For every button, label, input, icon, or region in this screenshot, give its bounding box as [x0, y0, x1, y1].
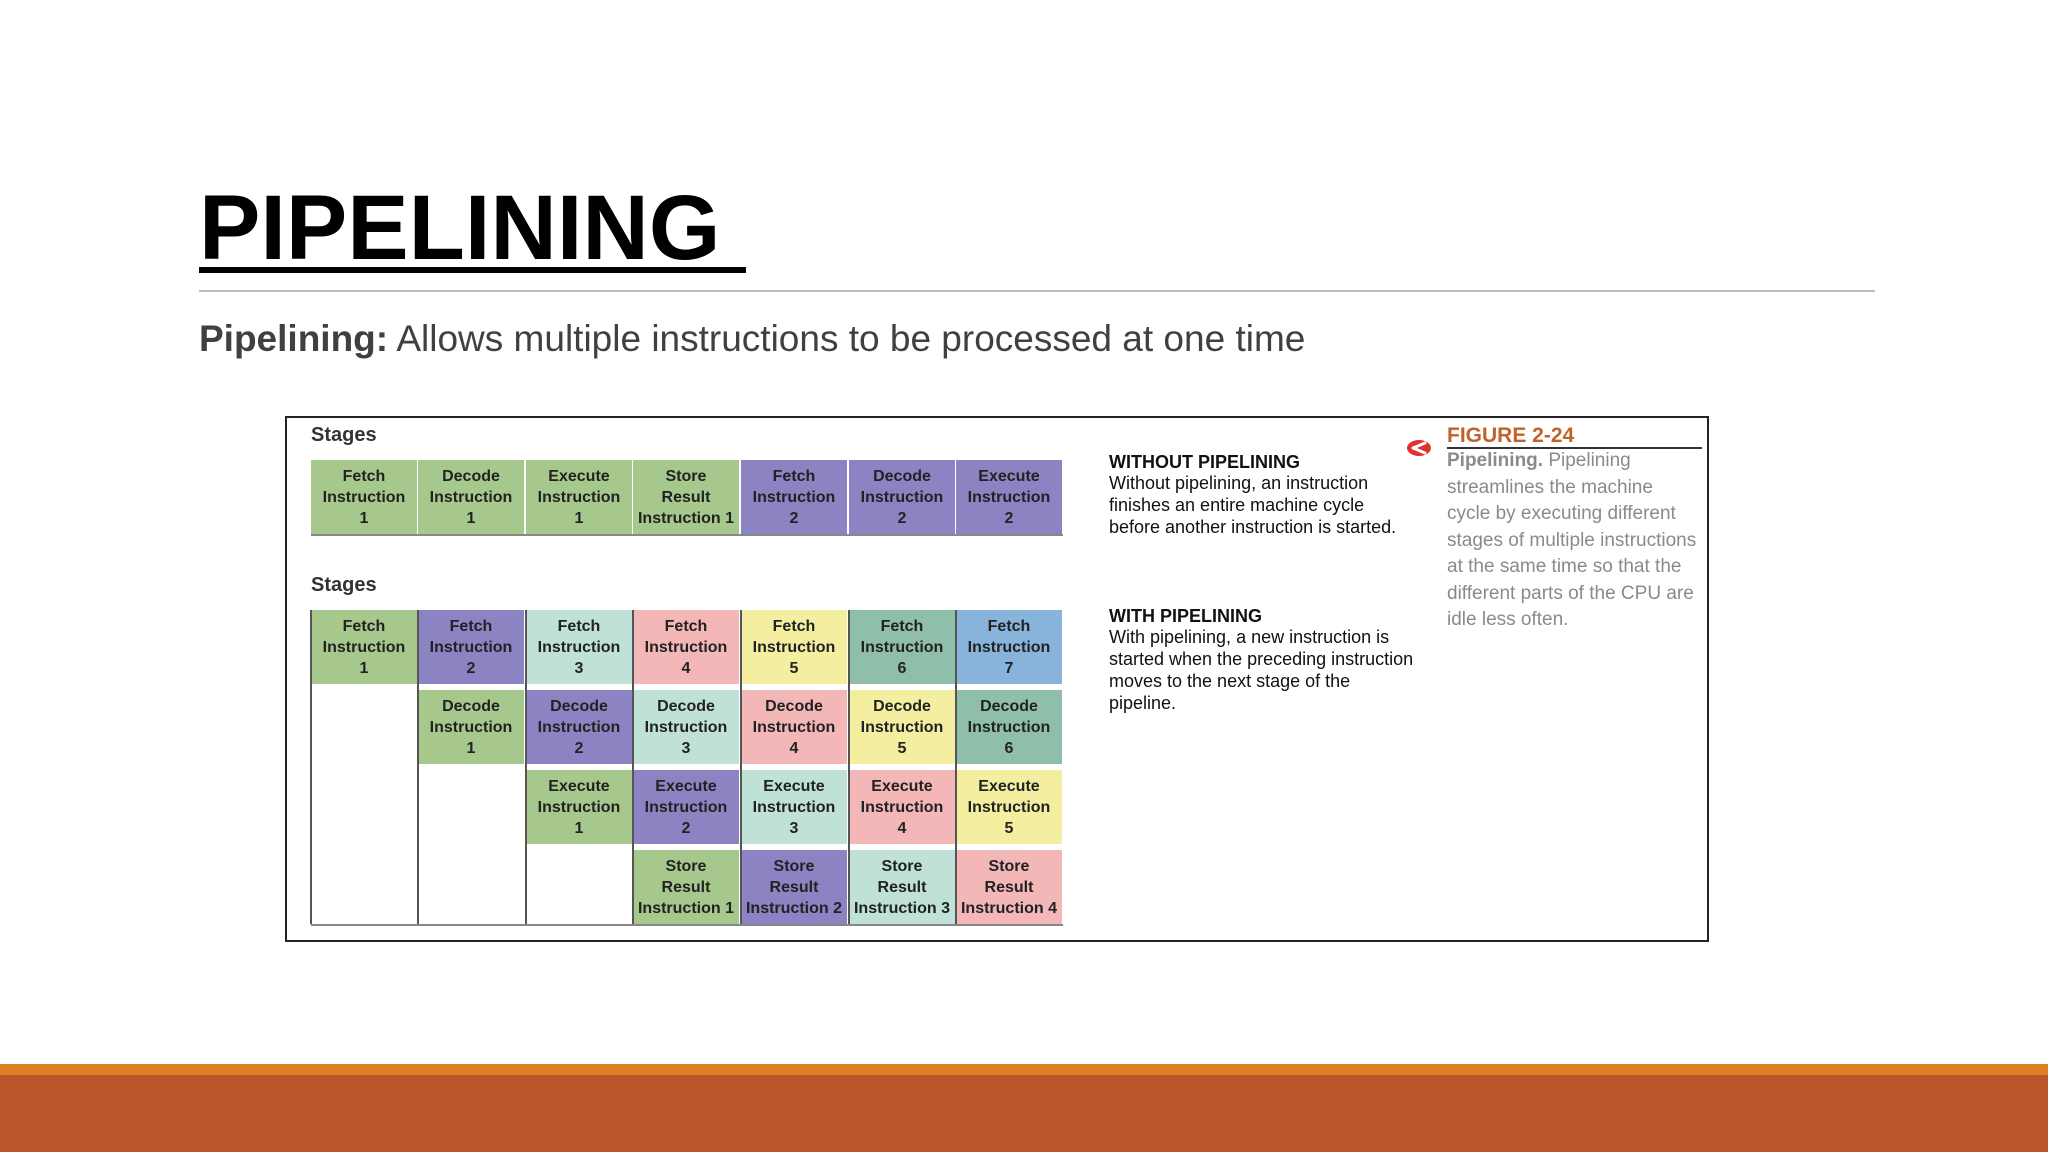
with_rows-divider — [632, 610, 634, 924]
with_rows-cell: Fetch Instruction 3 — [526, 610, 633, 684]
red-arrow-icon — [1405, 438, 1433, 458]
slide-title: PIPELINING — [199, 177, 746, 279]
stages-label-with: Stages — [311, 574, 377, 596]
with_rows-divider — [525, 610, 527, 924]
with_rows-cell: Fetch Instruction 4 — [633, 610, 740, 684]
with_rows-cell: Fetch Instruction 5 — [741, 610, 848, 684]
with_rows-cell: Execute Instruction 5 — [956, 770, 1063, 844]
subtitle — [199, 318, 1305, 360]
title-divider — [199, 290, 1875, 292]
with_rows-cell: Execute Instruction 3 — [741, 770, 848, 844]
without_rows-cell: Execute Instruction 2 — [956, 460, 1063, 534]
with_rows-cell: Decode Instruction 1 — [418, 690, 525, 764]
without_rows-cell: Execute Instruction 1 — [526, 460, 633, 534]
caption-text: Pipelining streamlines the machine cycle by executing different stages of multiple instructions at the same time so that the different parts of the CPU are idle less often. — [1447, 450, 1697, 630]
with_rows-cell: Decode Instruction 5 — [849, 690, 956, 764]
with_rows-cell: Store Result Instruction 3 — [849, 850, 956, 924]
with_rows-cell: Execute Instruction 2 — [633, 770, 740, 844]
caption-term: Pipelining. — [1447, 450, 1544, 471]
with_rows-divider — [848, 610, 850, 924]
subtitle-term: Pipelining: — [199, 318, 389, 359]
without_rows-cell: Fetch Instruction 1 — [311, 460, 418, 534]
with_rows-cell: Decode Instruction 4 — [741, 690, 848, 764]
with_rows-cell: Store Result Instruction 1 — [633, 850, 740, 924]
with_rows-cell: Decode Instruction 3 — [633, 690, 740, 764]
with_rows-divider — [417, 610, 419, 924]
footer-bar — [0, 1075, 2048, 1152]
with-pipelining-text: With pipelining, a new instruction is started when the preceding instruction moves to the next stage of the pipeline. — [1109, 627, 1414, 713]
with_rows-cell: Store Result Instruction 4 — [956, 850, 1063, 924]
without_rows-cell: Decode Instruction 1 — [418, 460, 525, 534]
footer-accent-bar — [0, 1064, 2048, 1075]
figure-caption — [1447, 448, 1697, 634]
with-pipelining-title: WITH PIPELINING — [1109, 606, 1262, 626]
subtitle-definition: Allows multiple instructions to be processed at one time — [388, 318, 1306, 359]
with_rows-cell: Decode Instruction 2 — [526, 690, 633, 764]
without_rows-cell: Store Result Instruction 1 — [633, 460, 740, 534]
with_rows-divider — [955, 610, 957, 924]
without-pipelining-title: WITHOUT PIPELINING — [1109, 452, 1300, 472]
stages-label-without: Stages — [311, 424, 377, 446]
with_rows-cell: Fetch Instruction 1 — [311, 610, 418, 684]
without_rows-cell: Fetch Instruction 2 — [741, 460, 848, 534]
without_rows-cell: Decode Instruction 2 — [849, 460, 956, 534]
with_rows-cell: Execute Instruction 1 — [526, 770, 633, 844]
without-pipelining-text: Without pipelining, an instruction finishes an entire machine cycle before another instruction is started. — [1109, 473, 1397, 537]
with_rows-cell: Fetch Instruction 7 — [956, 610, 1063, 684]
without_rows-baseline — [311, 534, 1063, 536]
with_rows-baseline — [311, 924, 1063, 926]
with_rows-divider — [740, 610, 742, 924]
with_rows-cell: Fetch Instruction 2 — [418, 610, 525, 684]
with_rows-divider — [310, 610, 312, 924]
with_rows-cell: Execute Instruction 4 — [849, 770, 956, 844]
with_rows-cell: Decode Instruction 6 — [956, 690, 1063, 764]
figure-label: FIGURE 2-24 — [1447, 424, 1575, 447]
with_rows-cell: Store Result Instruction 2 — [741, 850, 848, 924]
with_rows-cell: Fetch Instruction 6 — [849, 610, 956, 684]
pipelining-figure — [285, 416, 1709, 942]
